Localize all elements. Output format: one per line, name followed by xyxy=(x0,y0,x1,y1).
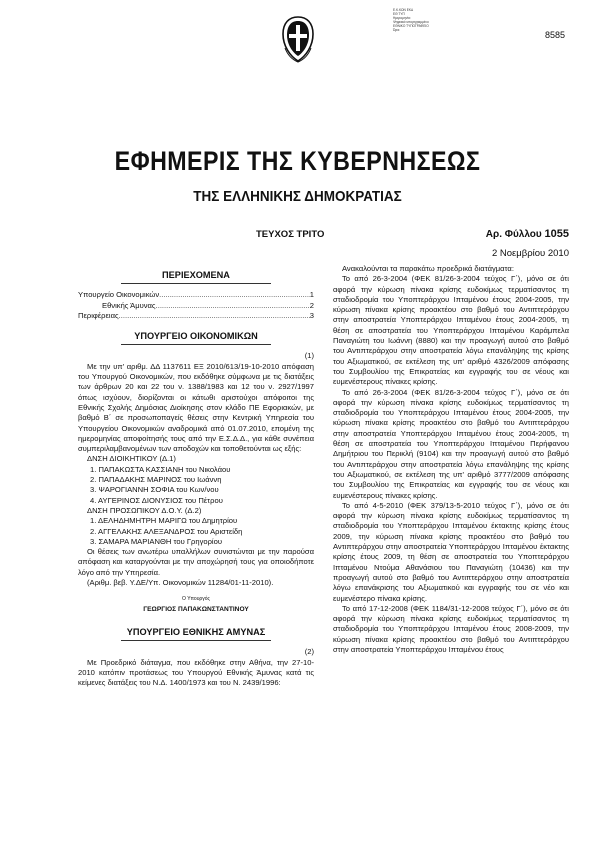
sheet-label: Αρ. Φύλλου xyxy=(485,229,542,240)
coat-of-arms-icon xyxy=(279,14,317,64)
section-heading-finance: ΥΠΟΥΡΓΕΙΟ ΟΙΚΟΝΟΜΙΚΩΝ xyxy=(134,331,258,342)
toc-row[interactable] xyxy=(78,290,314,300)
page-number: 8585 xyxy=(544,30,565,40)
toc-dots xyxy=(119,311,310,321)
name-list xyxy=(78,516,314,547)
gazette-subtitle: ΤΗΣ ΕΛΛΗΝΙΚΗΣ ΔΗΜΟΚΡΑΤΙΑΣ xyxy=(193,188,402,205)
toc-page: 1 xyxy=(309,290,314,300)
toc-row[interactable] xyxy=(78,311,314,321)
body-paragraph: Με την υπ' αριθμ. ΔΔ 1137611 ΕΞ 2010/613/19-10-2010 απόφαση του Υπουργού Οικονομικών, που εκδόθηκε σύμφωνα με τις διατάξεις των άρθρων 20 και 22 του ν. 1388/1983 και 12 του ν. 2927/1997 όπως ισχύουν, διορίζονται οι κάτωθι αριστούχοι απόφοιτοι της Εθνικής Σχολής Δημόσιας Διοίκησης στον κλάδο ΠΕ Εφοριακών, με βαθμό Β΄ σε προσωποπαγείς θέσεις στην Κεντρική Υπηρεσία του Υπουργείου Οικονομικών αναδρομικά από 01.07.2010, επομένη της ημερομηνίας αποφοίτησής τους από την Ε.Σ.Δ.Δ., για κάθε συνέπεια συμπεριλαμβανομένων των αποδοχών και τοποθετούνται ως εξής: xyxy=(78,361,314,454)
signatory-name: ΓΕΩΡΓΙΟΣ ΠΑΠΑΚΩΝΣΤΑΝΤΙΝΟΥ xyxy=(143,605,249,613)
section-number: (1) xyxy=(304,351,314,361)
section-number: (2) xyxy=(304,647,314,657)
list-item: 3. ΣΑΜΑΡΑ ΜΑΡΙΑΝΘΗ του Γρηγορίου xyxy=(90,536,222,546)
body-paragraph: Το από 26-3-2004 (ΦΕΚ 81/26-3-2004 τεύχος Γ΄), μόνο σε ότι αφορά την κύρωση πίνακα κρίσης ευδοκίμως τερματίσαντος τη σταδιοδρομία του Υποπτεράρχου Ιπταμένου έτους 2004-2005, την κύρωση πίνακα κρίσης προακτέου στο βαθμό του Αντιπτεράρχου στην αποστρατεία Υποπτεράρχου Ιπταμένου έτους 2004-2005, τη θέση σε αποστρατεία του Υποπτεράρχου Ιπταμένου Περήφανου Δημήτριου του Περικλή (9104) και την προαγωγή αυτού στο βαθμό του Αντιπτεράρχου στην αποστρατεία λόγω επανάληψης της κρίσης του Αξιωματικού, σε εκτέλεση της υπ' αριθμό 3777/2009 απόφασης του Συμβουλίου της Επικρατείας και εγγραφής του σε νέους και ευμενέστερους πίνακες κρίσης. xyxy=(333,387,569,500)
toc-label: Περιφέρειας xyxy=(78,310,119,320)
signatory-role: Ο Υπουργός xyxy=(182,596,210,603)
issue-label: ΤΕΥΧΟΣ ΤΡΙΤΟ xyxy=(256,229,325,240)
digital-signature-stamp: Ε.Κ.ΚΩΝ ΕΚΔ ΕΘ ΤΥΠ Ημερομηνία: Ψηφιακά υπογεγραμμένο ΕΘΝΙΚΟ ΤΥΠΟΓΡΑΦΕΙΟ Ώρα: xyxy=(393,8,429,32)
gazette-title: ΕΦΗΜΕΡΙΣ ΤΗΣ ΚΥΒΕΡΝΗΣΕΩΣ xyxy=(114,146,481,176)
issue-date: 2 Νοεμβρίου 2010 xyxy=(491,248,569,259)
toc-dots xyxy=(159,290,310,300)
list-item: 1. ΔΕΛΗΔΗΜΗΤΡΗ ΜΑΡΙΓΩ του Δημητρίου xyxy=(90,516,238,526)
toc-row[interactable] xyxy=(78,301,314,311)
toc-page: 2 xyxy=(309,300,314,310)
left-column xyxy=(78,264,314,688)
divider xyxy=(121,344,271,345)
list-item: 3. ΨΑΡΟΓΙΑΝΝΗ ΣΟΦΙΑ του Κων/νου xyxy=(90,485,219,495)
body-paragraph: Με Προεδρικό διάταγμα, που εκδόθηκε στην Αθήνα, την 27-10-2010 κατόπιν προτάσεως του Υπουργού Εθνικής Άμυνας κατά τις κείμενες διατάξεις του Ν.Δ. 1400/1973 και του Ν. 2439/1996: xyxy=(78,657,314,688)
body-paragraph: Το από 17-12-2008 (ΦΕΚ 1184/31-12-2008 τεύχος Γ΄), μόνο σε ότι αφορά την κύρωση πίνακα κρίσης ευδοκίμως τερματίσαντος τη σταδιοδρομία του Υποπτεράρχου Ιπταμένου έτους 2008-2009, την κύρωση πίνακα κρίσης προακτέου στο βαθμό του Αντιπτεράρχου στην αποστρατεία Υποπτεράρχου Ιπταμένου έτους xyxy=(333,603,569,654)
toc-label: Εθνικής Άμυνας xyxy=(102,300,156,310)
body-paragraph: Ανακαλούνται τα παρακάτω προεδρικά διατάγματα: xyxy=(342,264,514,273)
toc-dots xyxy=(156,301,310,311)
toc-label: Υπουργείο Οικονομικών xyxy=(78,290,160,300)
body-paragraph: Το από 4-5-2010 (ΦΕΚ 379/13-5-2010 τεύχος Γ΄), μόνο σε ότι αφορά την κύρωση πίνακα κρίσης ευδοκίμως τερματίσαντος τη σταδιοδρομία του Υποπτεράρχου Ιπταμένου έκτακτης κρίσης έτους 2009, την κύρωση πίνακα κρίσης προακτέου στο βαθμό του Αντιπτεράρχου στην αποστρατεία Υποπτεράρχου Ιπταμένου έκτακτης κρίσης έτους 2009, τη θέση σε αποστρατεία του Υποπτεράρχου Ιπταμένου Ντούμα Αθανάσιου του Παναγιώτη (10436) και την προαγωγή αυτού στο βαθμό του Αντιπτεράρχου στην αποστρατεία λόγω επανάκρισης του Αξιωματικού και εγγραφής του σε νέο και ευμενέστερο πίνακα κρίσης. xyxy=(333,500,569,603)
toc-heading: ΠΕΡΙΕΧΟΜΕΝΑ xyxy=(162,270,230,280)
list-item: 1. ΠΑΠΑΚΩΣΤΑ ΚΑΣΣΙΑΝΗ του Νικολάου xyxy=(90,464,231,474)
name-list xyxy=(78,465,314,506)
toc-page: 3 xyxy=(309,310,314,320)
list-item: 2. ΑΓΓΕΛΑΚΗΣ ΑΛΕΞΑΝΔΡΟΣ του Αριστείδη xyxy=(90,526,243,536)
directorate-label: ΔΝΣΗ ΔΙΟΙΚΗΤΙΚΟΥ (Δ.1) xyxy=(87,454,176,464)
divider xyxy=(121,283,271,284)
reference-line: (Αριθμ. βεβ. Υ.ΔΕ/Υπ. Οικονομικών 11284/01-11-2010). xyxy=(87,578,274,588)
sheet-number-value: 1055 xyxy=(544,228,569,240)
list-item: 2. ΠΑΠΑΔΑΚΗΣ ΜΑΡΙΝΟΣ του Ιωάννη xyxy=(90,475,222,485)
body-paragraph: Οι θέσεις των ανωτέρω υπαλλήλων συνιστώνται με την παρούσα απόφαση και καταργούνται με την αποχώρησή τους για οποιοδήποτε λόγο από την Υπηρεσία. xyxy=(78,547,314,577)
list-item: 4. ΑΥΓΕΡΙΝΟΣ ΔΙΟΝΥΣΙΟΣ του Πέτρου xyxy=(90,495,223,505)
body-paragraph: Το από 26-3-2004 (ΦΕΚ 81/26-3-2004 τεύχος Γ΄), μόνο σε ότι αφορά την κύρωση πίνακα κρίσης ευδοκίμως τερματίσαντος τη σταδιοδρομία του Υποπτεράρχου Ιπταμένου έτους 2004-2005, την κύρωση πίνακα κρίσης προακτέου στο βαθμό του Αντιπτεράρχου στην αποστρατεία Υποπτεράρχου Ιπταμένου έτους 2004-2005, τη θέση σε αποστρατεία του Υποπτεράρχου Ιπταμένου Καράμπελα Παναγιώτη του Ιωάννη (8880) και την προαγωγή αυτού στο βαθμό του Αντιπτεράρχου στην αποστρατεία λόγω επανάληψης της κρίσης του Αξιωματικού, σε εκτέλεση της υπ' αριθμό 4326/2009 απόφασης του Συμβουλίου της Επικρατείας και εγγραφής του σε νέους και ευμενέστερους πίνακες κρίσης. xyxy=(333,274,569,387)
section-heading-defence: ΥΠΟΥΡΓΕΙΟ ΕΘΝΙΚΗΣ ΑΜΥΝΑΣ xyxy=(126,626,266,637)
sheet-number xyxy=(486,228,569,240)
right-column xyxy=(333,264,569,655)
directorate-label: ΔΝΣΗ ΠΡΟΣΩΠΙΚΟΥ Δ.Ο.Υ. (Δ.2) xyxy=(87,505,202,515)
divider xyxy=(121,640,271,641)
